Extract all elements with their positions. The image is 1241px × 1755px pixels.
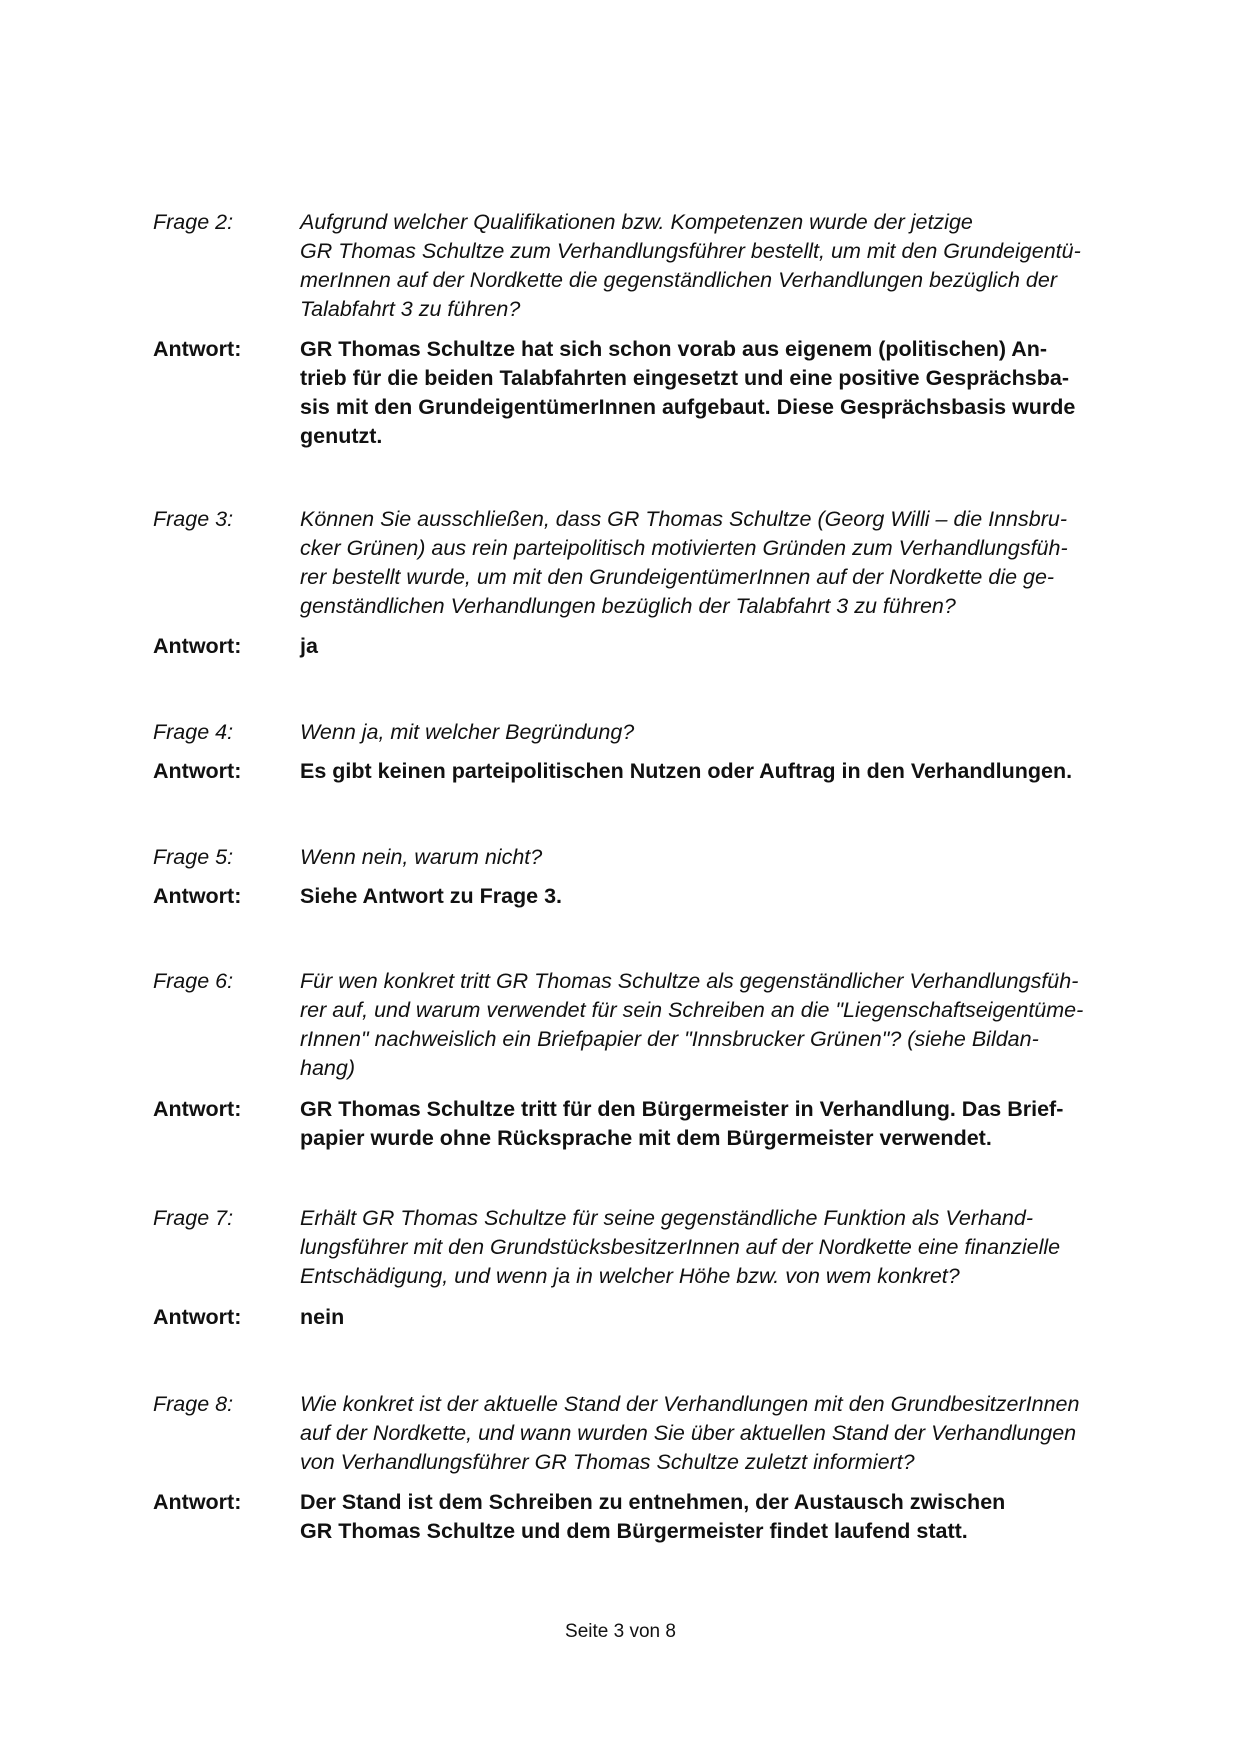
question-text: [300, 967, 1241, 1083]
text-line: rer auf, und warum verwendet für sein Schreiben an die "Liegenschaftseigentüme-: [300, 998, 1084, 1022]
answer-label: Antwort:: [153, 1097, 242, 1121]
answer-text: [300, 1488, 1241, 1546]
text-line: GR Thomas Schultze zum Verhandlungsführer bestellt, um mit den Grundeigentü-: [300, 239, 1081, 263]
text-line: hang): [300, 1056, 355, 1080]
text-line: GR Thomas Schultze und dem Bürgermeister findet laufend statt.: [300, 1519, 968, 1543]
answer-label: Antwort:: [153, 1305, 242, 1329]
text-line: Es gibt keinen parteipolitischen Nutzen oder Auftrag in den Verhandlungen.: [300, 759, 1073, 783]
text-line: cker Grünen) aus rein parteipolitisch motivierten Gründen zum Verhandlungsfüh-: [300, 536, 1068, 560]
question-text: [300, 208, 1241, 324]
text-line: von Verhandlungsführer GR Thomas Schultze zuletzt informiert?: [300, 1450, 915, 1474]
answer-label: Antwort:: [153, 759, 242, 783]
question-label: Frage 6:: [153, 969, 234, 993]
text-line: rInnen" nachweislich ein Briefpapier der "Innsbrucker Grünen"? (siehe Bildan-: [300, 1027, 1039, 1051]
question-text: [300, 1204, 1241, 1291]
text-line: Wie konkret ist der aktuelle Stand der Verhandlungen mit den GrundbesitzerInnen: [300, 1392, 1080, 1416]
text-line: Aufgrund welcher Qualifikationen bzw. Kompetenzen wurde der jetzige: [300, 210, 973, 234]
question-text: [300, 1390, 1241, 1477]
text-line: sis mit den GrundeigentümerInnen aufgebaut. Diese Gesprächsbasis wurde: [300, 395, 1076, 419]
question-label: Frage 7:: [153, 1206, 234, 1230]
text-line: Der Stand ist dem Schreiben zu entnehmen, der Austausch zwischen: [300, 1490, 1006, 1514]
question-label: Frage 4:: [153, 720, 234, 744]
text-line: Für wen konkret tritt GR Thomas Schultze als gegenständlicher Verhandlungsfüh-: [300, 969, 1079, 993]
page-number: Seite 3 von 8: [565, 1621, 676, 1642]
text-line: Wenn ja, mit welcher Begründung?: [300, 720, 635, 744]
text-line: Entschädigung, und wenn ja in welcher Höhe bzw. von wem konkret?: [300, 1264, 960, 1288]
answer-label: Antwort:: [153, 634, 242, 658]
text-line: genutzt.: [300, 424, 383, 448]
text-line: merInnen auf der Nordkette die gegenständlichen Verhandlungen bezüglich der: [300, 268, 1058, 292]
question-text: [300, 505, 1241, 621]
question-label: Frage 5:: [153, 845, 234, 869]
answer-text: [300, 1095, 1241, 1153]
text-line: Wenn nein, warum nicht?: [300, 845, 543, 869]
question-text: [300, 718, 1241, 747]
question-label: Frage 3:: [153, 507, 234, 531]
answer-text: [300, 632, 1241, 661]
text-line: Talabfahrt 3 zu führen?: [300, 297, 521, 321]
text-line: lungsführer mit den GrundstücksbesitzerInnen auf der Nordkette eine finanzielle: [300, 1235, 1061, 1259]
answer-label: Antwort:: [153, 884, 242, 908]
text-line: nein: [300, 1305, 345, 1329]
question-label: Frage 8:: [153, 1392, 234, 1416]
text-line: Erhält GR Thomas Schultze für seine gegenständliche Funktion als Verhand-: [300, 1206, 1033, 1230]
answer-label: Antwort:: [153, 337, 242, 361]
question-text: [300, 843, 1241, 872]
text-line: genständlichen Verhandlungen bezüglich der Talabfahrt 3 zu führen?: [300, 594, 956, 618]
text-line: Siehe Antwort zu Frage 3.: [300, 884, 563, 908]
text-line: trieb für die beiden Talabfahrten eingesetzt und eine positive Gesprächsba-: [300, 366, 1069, 390]
answer-label: Antwort:: [153, 1490, 242, 1514]
text-line: Können Sie ausschließen, dass GR Thomas Schultze (Georg Willi – die Innsbru-: [300, 507, 1067, 531]
text-line: GR Thomas Schultze hat sich schon vorab aus eigenem (politischen) An-: [300, 337, 1048, 361]
text-line: rer bestellt wurde, um mit den GrundeigentümerInnen auf der Nordkette die ge-: [300, 565, 1055, 589]
answer-text: [300, 1303, 1241, 1332]
text-line: papier wurde ohne Rücksprache mit dem Bürgermeister verwendet.: [300, 1126, 992, 1150]
answer-text: [300, 757, 1241, 786]
text-line: ja: [300, 634, 318, 658]
answer-text: [300, 882, 1241, 911]
text-line: GR Thomas Schultze tritt für den Bürgermeister in Verhandlung. Das Brief-: [300, 1097, 1064, 1121]
text-line: auf der Nordkette, und wann wurden Sie über aktuellen Stand der Verhandlungen: [300, 1421, 1077, 1445]
question-label: Frage 2:: [153, 210, 234, 234]
answer-text: [300, 335, 1241, 451]
